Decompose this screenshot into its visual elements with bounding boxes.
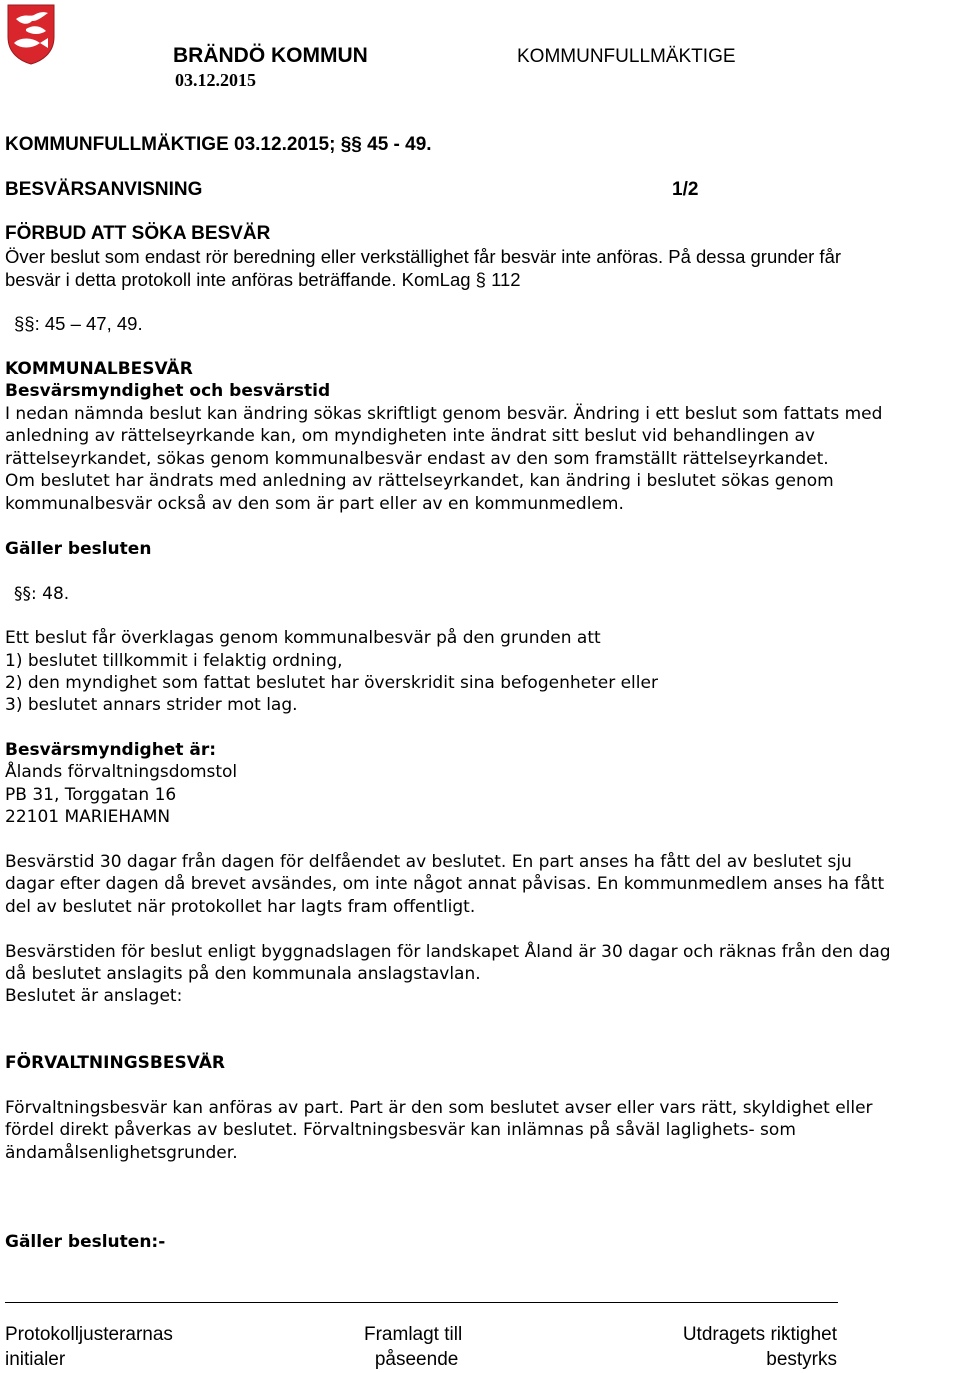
council-name: KOMMUNFULLMÄKTIGE <box>517 46 736 67</box>
authority-address: PB 31, Torggatan 16 <box>5 785 177 805</box>
footer-framlagt-line-2: påseende <box>374 1349 459 1370</box>
forvaltningsbesvar-line: Förvaltningsbesvär kan anföras av part. Part är den som beslutet avser eller vars rätt, skyldighet eller <box>5 1098 873 1118</box>
kommunalbesvar-text-line: I nedan nämnda beslut kan ändring sökas skriftligt genom besvär. Ändring i ett beslut som fattats med <box>5 404 883 424</box>
footer-divider <box>5 1302 838 1303</box>
footer-utdrag-line-1: Utdragets riktighet <box>682 1324 837 1345</box>
document-title: KOMMUNFULLMÄKTIGE 03.12.2015; §§ 45 - 49. <box>5 134 432 155</box>
grounds-line: 2) den myndighet som fattat beslutet har överskridit sina befogenheter eller <box>5 673 658 693</box>
municipality-name: BRÄNDÖ KOMMUN <box>173 44 368 67</box>
forvaltningsbesvar-heading: FÖRVALTNINGSBESVÄR <box>5 1053 225 1073</box>
footer-utdrag <box>657 1322 837 1372</box>
header-date: 03.12.2015 <box>175 70 256 90</box>
forbud-text-line-2: besvär i detta protokoll inte anföras beträffande. KomLag § 112 <box>5 269 521 290</box>
galler-besluten-heading: Gäller besluten <box>5 539 152 559</box>
section-title: BESVÄRSANVISNING <box>5 179 203 200</box>
forbud-heading: FÖRBUD ATT SÖKA BESVÄR <box>5 223 271 244</box>
kommunalbesvar-text-line: rättelseyrkandet, sökas genom kommunalbesvär endast av den som framställt rättelseyrkandet. <box>5 449 829 469</box>
footer-framlagt <box>364 1322 462 1372</box>
footer-utdrag-line-2: bestyrks <box>766 1349 837 1370</box>
besvarsmyndighet-subheading: Besvärsmyndighet och besvärstid <box>5 381 331 401</box>
authority-heading: Besvärsmyndighet är: <box>5 740 217 760</box>
galler-paragraphs: §§: 48. <box>14 584 70 604</box>
besvarstid-line: dagar efter dagen då brevet avsändes, om inte något annat påvisas. En kommunmedlem anses ha fått <box>5 874 885 894</box>
anslaget-line: Beslutet är anslaget: <box>5 986 183 1006</box>
bygg-line: Besvärstiden för beslut enligt byggnadslagen för landskapet Åland är 30 dagar och räknas från den dag <box>5 942 891 962</box>
besvarstid-line: Besvärstid 30 dagar från dagen för delfåendet av beslutet. En part anses ha fått del av beslutet sju <box>5 852 852 872</box>
municipality-coat-of-arms-icon <box>6 3 56 65</box>
authority-postcode: 22101 MARIEHAMN <box>5 807 171 827</box>
besvarstid-line: del av beslutet när protokollet har lagts fram offentligt. <box>5 897 476 917</box>
footer-initials <box>5 1322 173 1372</box>
forbud-paragraphs: §§: 45 – 47, 49. <box>14 313 143 334</box>
forvaltningsbesvar-line: ändamålsenlighetsgrunder. <box>5 1143 238 1163</box>
forvaltning-galler-besluten: Gäller besluten:- <box>5 1232 166 1252</box>
footer-initials-line-1: Protokolljusterarnas <box>5 1324 173 1345</box>
footer-initials-line-2: initialer <box>5 1349 66 1370</box>
kommunalbesvar-heading: KOMMUNALBESVÄR <box>5 359 193 379</box>
forvaltningsbesvar-line: fördel direkt påverkas av beslutet. Förvaltningsbesvär kan inlämnas på såväl laglighets- som <box>5 1120 796 1140</box>
kommunalbesvar-text-line: kommunalbesvär också av den som är part eller av en kommunmedlem. <box>5 494 624 514</box>
footer-framlagt-line-1: Framlagt till <box>364 1324 463 1345</box>
grounds-line: 1) beslutet tillkommit i felaktig ordning, <box>5 651 343 671</box>
grounds-line: Ett beslut får överklagas genom kommunalbesvär på den grunden att <box>5 628 601 648</box>
kommunalbesvar-text-line: anledning av rättelseyrkande kan, om myndigheten inte ändrat sitt beslut vid behandlingen av <box>5 426 815 446</box>
forbud-text-line-1: Över beslut som endast rör beredning eller verkställighet får besvär inte anföras. På dessa grunder får <box>5 246 842 267</box>
page-number: 1/2 <box>672 179 699 200</box>
kommunalbesvar-text-line: Om beslutet har ändrats med anledning av rättelseyrkandet, kan ändring i beslutet sökas genom <box>5 471 834 491</box>
grounds-line: 3) beslutet annars strider mot lag. <box>5 695 298 715</box>
authority-name: Ålands förvaltningsdomstol <box>5 762 238 782</box>
bygg-line: då beslutet anslagits på den kommunala anslagstavlan. <box>5 964 481 984</box>
